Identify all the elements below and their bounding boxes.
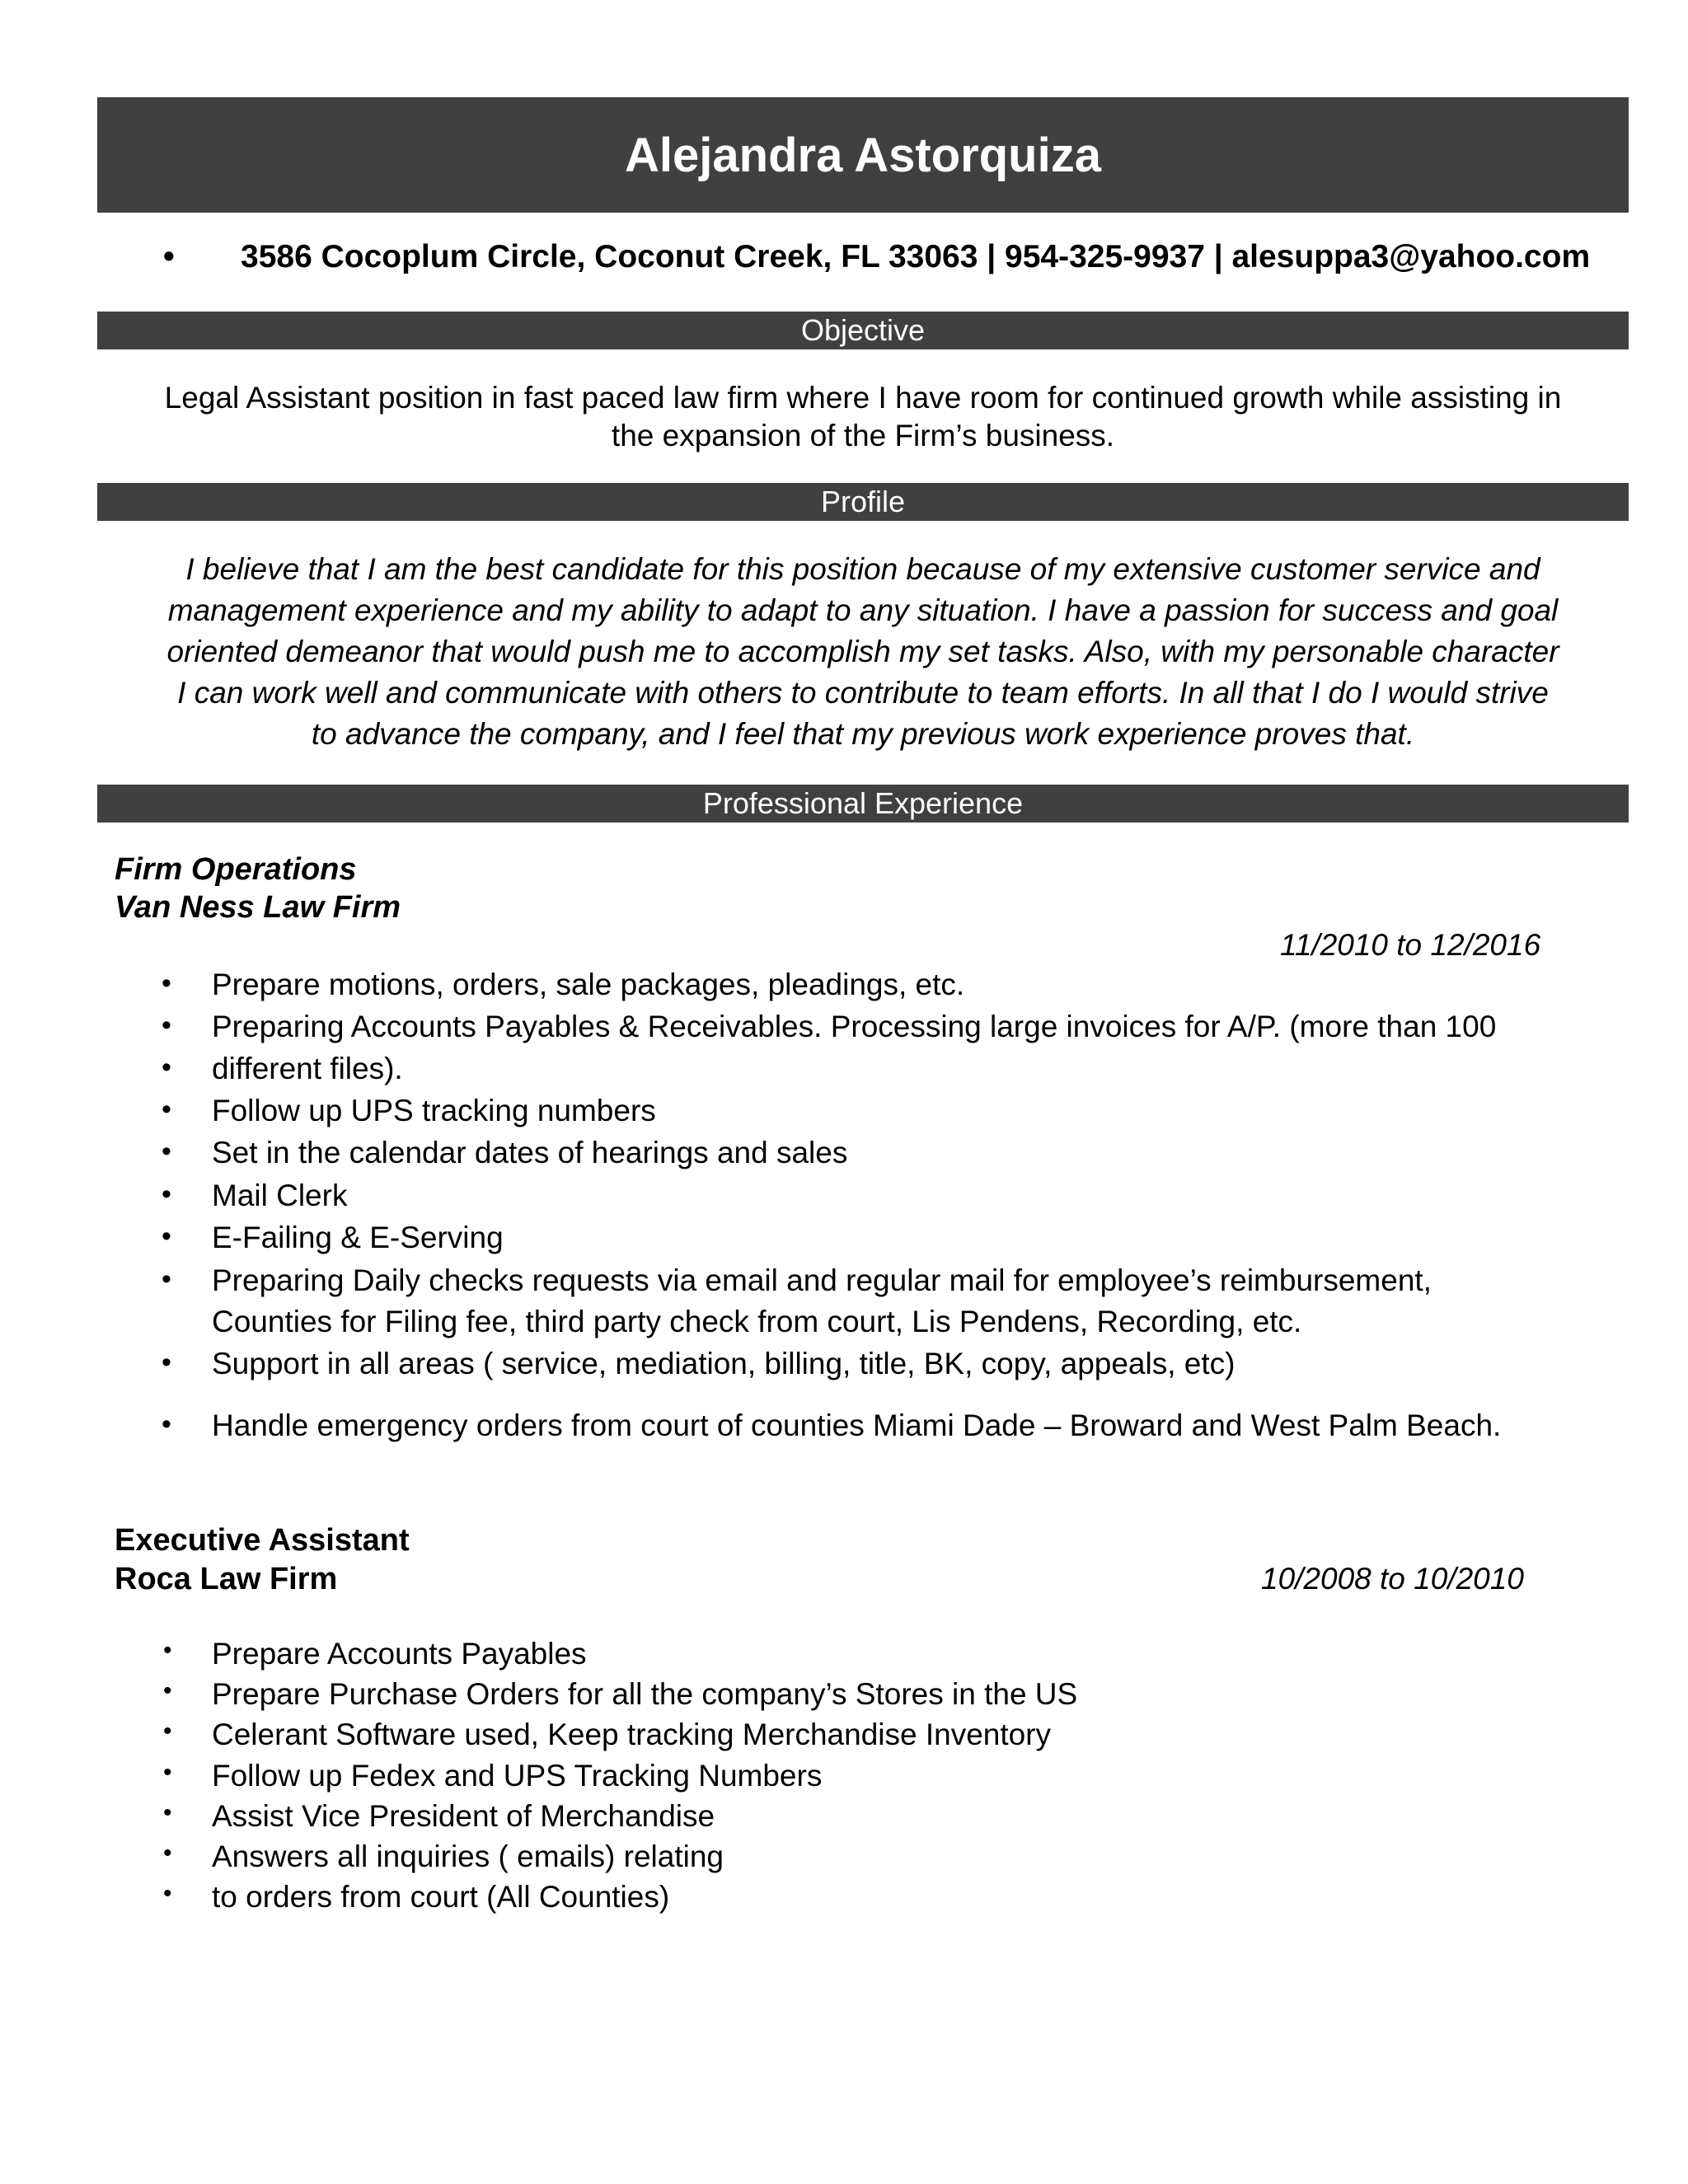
profile-line: to advance the company, and I feel that my previous work experience proves that. — [311, 717, 1415, 751]
bullet: • — [162, 1408, 171, 1440]
bullet: • — [162, 1347, 171, 1378]
job-dates: 11/2010 to 12/2016 — [1280, 928, 1541, 962]
objective-line: Legal Assistant position in fast paced law firm where I have room for continued growth while assisting in — [164, 381, 1562, 415]
job-company: Roca Law Firm — [115, 1562, 338, 1596]
bullet: • — [163, 1637, 172, 1664]
bullet: • — [163, 1880, 172, 1907]
profile-line: oriented demeanor that would push me to accomplish my set tasks. Also, with my personable character — [166, 635, 1559, 668]
bullet: • — [162, 1136, 171, 1167]
candidate-name: Alejandra Astorquiza — [625, 128, 1101, 182]
bullet: • — [162, 1094, 171, 1125]
name-header — [97, 97, 1629, 213]
profile-heading — [97, 483, 1629, 521]
experience-heading-label: Professional Experience — [702, 786, 1024, 820]
bullet: • — [163, 1759, 172, 1786]
objective-heading — [97, 312, 1629, 349]
objective-line: the expansion of the Firm’s business. — [611, 419, 1115, 452]
bullet: • — [162, 1052, 171, 1083]
bullet: • — [163, 1799, 172, 1826]
resume-page: Alejandra Astorquiza • 3586 Cocoplum Circle, Coconut Creek, FL 33063 | 954-325-9937 | alesuppa3@yahoo.com Objective Legal Assistant position in fast paced law firm where I have room for continued growth while assisting in the expansion of the Firm’s business. Profile I believe that I am the best candidate for this position because of my extensive customer service and management experience and my ability to adapt to any situation. I have a passion for success and goal oriented demeanor that would push me to accomplish my set tasks. Also, with my personable character I can work well and communicate with others to contribute to team efforts. In all that I do I would strive to advance the company, and I feel that my previous work experience proves that. Professional Experience Firm Operations Van Ness Law Firm 11/2010 to 12/2016 • Prepare motions, orders, sale packages, pleadings, etc. • Preparing Accounts Payables & Receivables. Processing large invoices for A/P. (more than 100 • different files). • Follow up UPS tracking numbers • Set in the calendar dates of hearings and sales • Mail Clerk • E-Failing & E-Serving • Preparing Daily checks requests via email and regular mail for employee’s reimbursement, Counties for Filing fee, third party check from court, Lis Pendens, Recording, etc. • Support in all areas ( service, mediation, billing, title, BK, copy, appeals, etc) • Handle emergency orders from court of counties Miami Dade – Broward and West Palm Beach. Executive Assistant Roca Law Firm 10/2008 to 10/2010 • Prepare Accounts Payables • Prepare Purchase Orders for all the company’s Stores in the US • Celerant Software used, Keep tracking Merchandise Inventory • Follow up Fedex and UPS Tracking Numbers • Assist Vice President of Merchandise • Answers all inquiries ( emails) relating • to orders from court (All Counties) — [0, 0, 1688, 2184]
bullet: • — [162, 968, 171, 999]
bullet: • — [163, 1718, 172, 1745]
profile-text — [107, 549, 1619, 755]
bullet: • — [163, 1677, 172, 1704]
bullet: • — [162, 1010, 171, 1041]
job-title: Firm Operations — [115, 852, 357, 887]
contact-line — [97, 239, 1629, 288]
bullet: • — [162, 1221, 171, 1252]
job-dates: 10/2008 to 10/2010 — [1261, 1562, 1524, 1596]
profile-line: I can work well and communicate with others to contribute to team efforts. In all that I do I would strive — [177, 676, 1549, 710]
objective-heading-label: Objective — [800, 313, 926, 347]
profile-heading-label: Profile — [820, 485, 906, 518]
job-company: Van Ness Law Firm — [115, 890, 401, 925]
bullet: • — [163, 1840, 172, 1867]
experience-heading — [97, 785, 1629, 823]
profile-line: management experience and my ability to adapt to any situation. I have a passion for success and goal — [167, 593, 1559, 627]
job-title: Executive Assistant — [115, 1523, 410, 1558]
bullet: • — [162, 1179, 171, 1210]
objective-text — [107, 379, 1619, 455]
contact-details: 3586 Cocoplum Circle, Coconut Creek, FL 33063 | 954-325-9937 | alesuppa3@yahoo.com — [241, 239, 1591, 274]
bullet: • — [162, 1263, 171, 1295]
contact-bullet: • — [163, 239, 175, 274]
profile-line: I believe that I am the best candidate for this position because of my extensive customer service and — [185, 552, 1540, 586]
